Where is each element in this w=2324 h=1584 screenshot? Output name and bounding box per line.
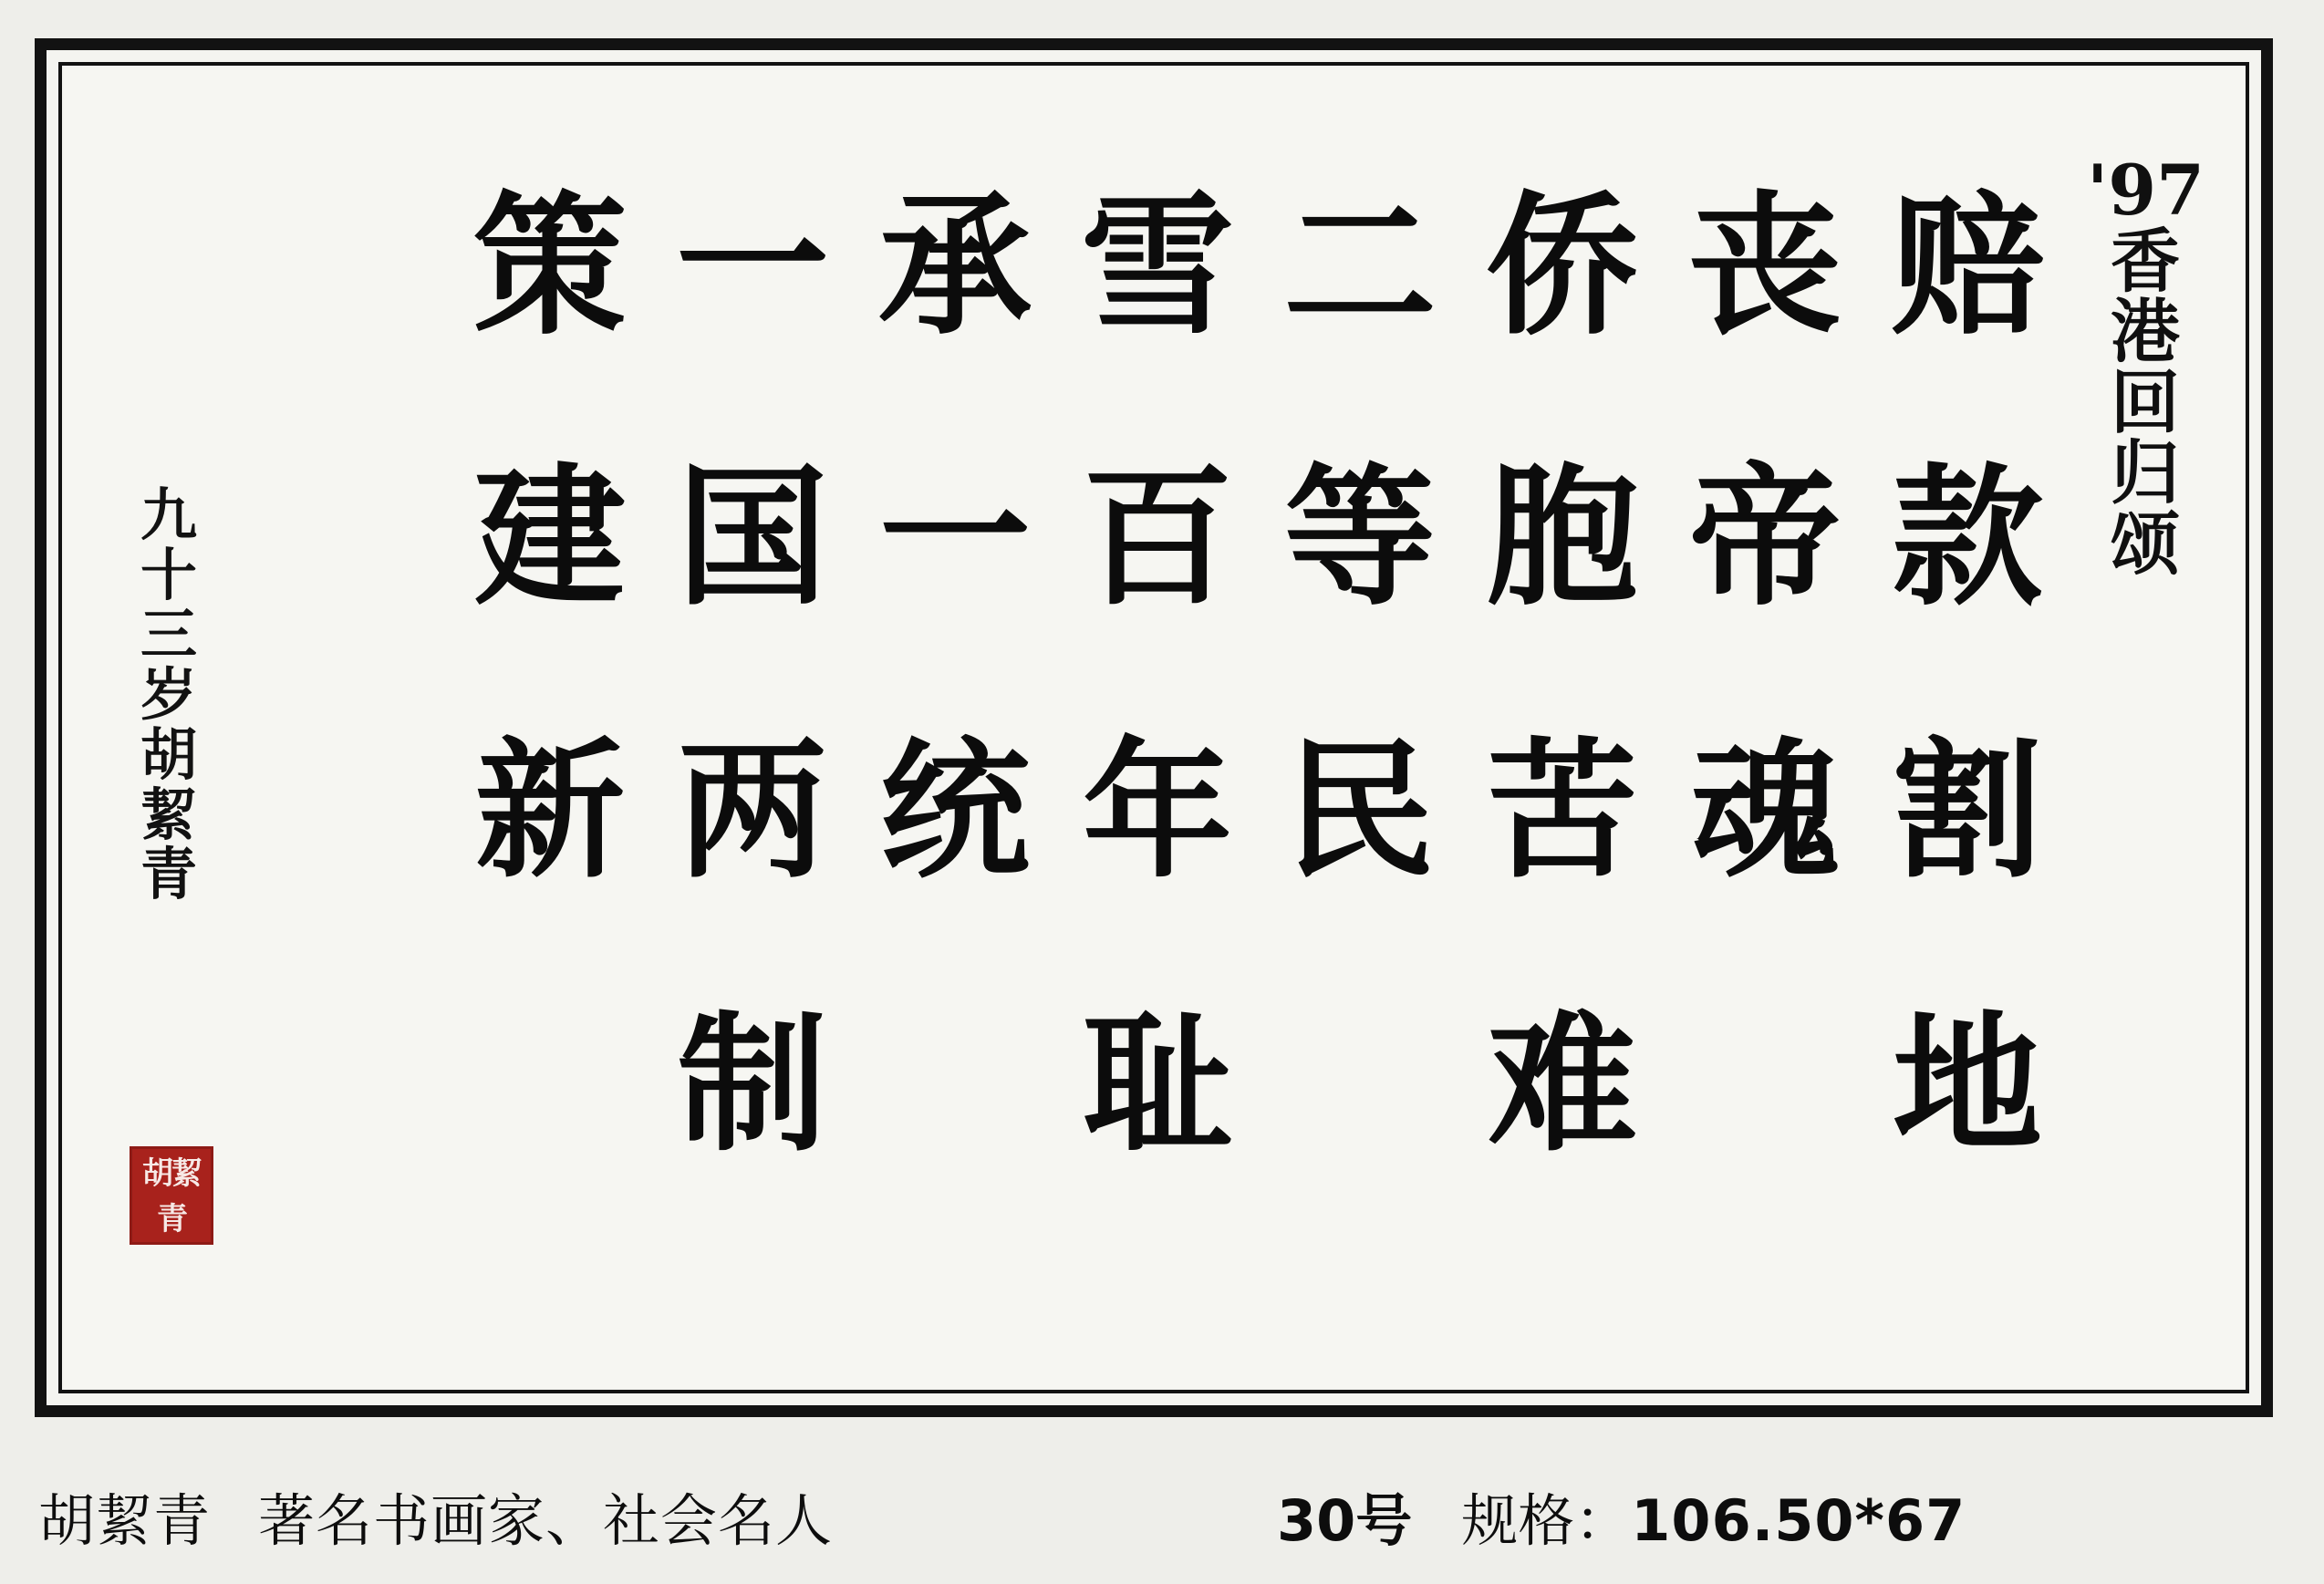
signature-char: 九 bbox=[140, 481, 197, 548]
spec-label: 规格： bbox=[1461, 1487, 1632, 1554]
poem-char: 年 bbox=[1082, 722, 1232, 898]
signature-char: 胡 bbox=[140, 720, 197, 788]
poem-row bbox=[244, 722, 2069, 898]
poem-row bbox=[244, 449, 2069, 626]
poem-char: 制 bbox=[677, 996, 827, 1172]
poem-char: 丧 bbox=[1688, 175, 1842, 356]
poem-char: 苦 bbox=[1487, 722, 1637, 898]
poem-char: 一 bbox=[676, 175, 829, 356]
signature-char: 三 bbox=[140, 601, 197, 668]
poem-char: 新 bbox=[474, 722, 625, 898]
poem-char: 难 bbox=[1487, 996, 1637, 1172]
poem-char: 胞 bbox=[1487, 449, 1638, 626]
poem-row bbox=[244, 175, 2069, 356]
poem-char: 赔 bbox=[1891, 175, 2044, 356]
spec-value: 106.50*67 bbox=[1631, 1487, 1966, 1554]
poem-row bbox=[244, 996, 2069, 1172]
caption-right bbox=[1277, 1475, 1966, 1557]
title-char: 颂 bbox=[2111, 502, 2180, 585]
signature-char: 十 bbox=[140, 541, 197, 608]
poem-char: 承 bbox=[878, 175, 1032, 356]
calligraphy-plate bbox=[35, 38, 2273, 1417]
signature-char: 絜 bbox=[140, 781, 197, 848]
signature-char: 青 bbox=[140, 841, 197, 908]
poem-char: 魂 bbox=[1689, 722, 1840, 898]
poem-char: 百 bbox=[1082, 449, 1233, 626]
poem-char: 统 bbox=[879, 722, 1030, 898]
poem-char: 建 bbox=[474, 449, 626, 626]
title-char: 港 bbox=[2111, 291, 2180, 373]
artist-seal: 胡絜青 bbox=[130, 1146, 213, 1245]
caption-bar bbox=[0, 1459, 2324, 1584]
poem-char: 两 bbox=[677, 722, 827, 898]
poem-char: 割 bbox=[1892, 722, 2042, 898]
poem-char: 等 bbox=[1284, 449, 1436, 626]
artist-description: 著名书画家、社会名人 bbox=[258, 1487, 834, 1554]
caption-left bbox=[38, 1475, 833, 1557]
title-char: 回 bbox=[2111, 361, 2180, 443]
title-char: '97 bbox=[2087, 150, 2205, 231]
poem-char: 侨 bbox=[1486, 175, 1639, 356]
signature-char: 岁 bbox=[140, 661, 197, 729]
poem-char: 策 bbox=[473, 175, 627, 356]
artist-name: 胡絜青 bbox=[38, 1487, 212, 1554]
artwork-title-column bbox=[2087, 150, 2205, 585]
poem-character-grid bbox=[244, 175, 2069, 1338]
poem-char: 耻 bbox=[1082, 996, 1232, 1172]
title-char: 香 bbox=[2111, 220, 2180, 302]
poem-char: 二 bbox=[1283, 175, 1437, 356]
poem-char: 雪 bbox=[1081, 175, 1234, 356]
title-char: 归 bbox=[2111, 432, 2180, 514]
poem-char: 一 bbox=[879, 449, 1031, 626]
item-number: 30号 bbox=[1277, 1487, 1413, 1554]
poem-char: 地 bbox=[1892, 996, 2042, 1172]
poem-char: 款 bbox=[1892, 449, 2043, 626]
poem-char: 国 bbox=[677, 449, 828, 626]
artist-signature-column bbox=[119, 481, 219, 908]
poem-char: 帝 bbox=[1689, 449, 1841, 626]
poem-char: 民 bbox=[1284, 722, 1435, 898]
